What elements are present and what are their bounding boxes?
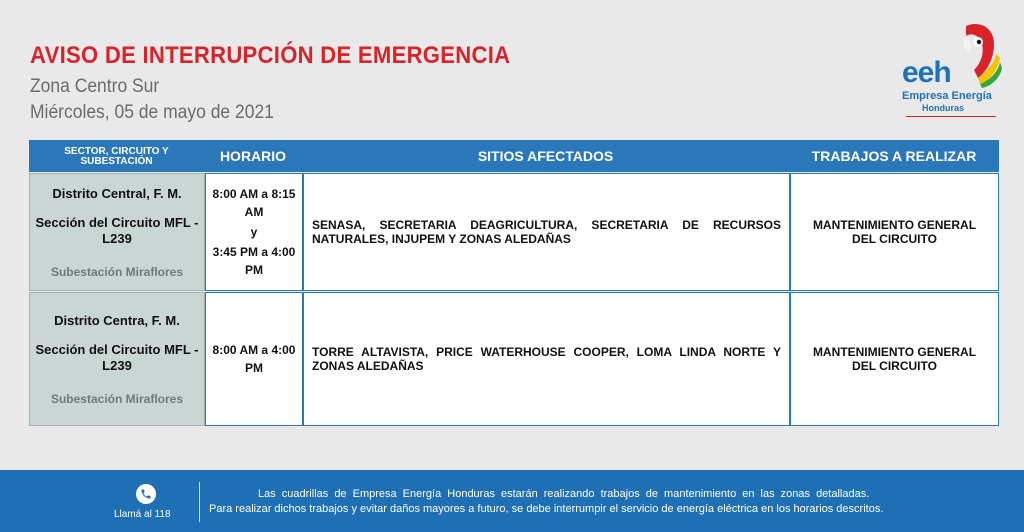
schedule-cell bbox=[205, 292, 303, 426]
logo-country-line: Honduras bbox=[922, 103, 965, 113]
outage-table bbox=[29, 140, 999, 426]
eeh-logo bbox=[896, 20, 1006, 112]
table-header bbox=[29, 140, 999, 172]
date-label: Miércoles, 05 de mayo de 2021 bbox=[30, 102, 274, 123]
schedule-range: 8:00 AM a 8:15 AM bbox=[212, 187, 296, 219]
schedule-range: 3:45 PM a 4:00 PM bbox=[212, 245, 296, 277]
header-work: TRABAJOS A REALIZAR bbox=[811, 148, 977, 164]
work-cell bbox=[790, 173, 999, 291]
sites-text: SENASA, SECRETARIA DEAGRICULTURA, SECRETARIA DE RECURSOS NATURALES, INJUPEM Y ZONAS ALEDAÑAS bbox=[312, 218, 781, 246]
schedule-range: 8:00 AM a 4:00 PM bbox=[212, 343, 296, 375]
table-row bbox=[29, 292, 999, 426]
sector-cell bbox=[29, 173, 205, 291]
sites-cell bbox=[303, 173, 790, 291]
work-text: MANTENIMIENTO GENERAL DEL CIRCUITO bbox=[812, 218, 977, 246]
substation-name: Subestación Miraflores bbox=[50, 264, 184, 279]
logo-underline bbox=[906, 116, 996, 117]
circuit-name: Sección del Circuito MFL - L239 bbox=[35, 214, 199, 246]
footer-banner bbox=[0, 470, 1024, 532]
schedule-cell bbox=[205, 173, 303, 291]
header-sites: SITIOS AFECTADOS bbox=[477, 148, 614, 164]
footer-line-1: Las cuadrillas de Empresa Energía Honduras estarán realizando trabajos de mantenimiento en las zonas detalladas. bbox=[258, 488, 870, 500]
work-cell bbox=[790, 292, 999, 426]
footer-divider bbox=[199, 482, 200, 522]
circuit-name: Sección del Circuito MFL - L239 bbox=[35, 341, 199, 373]
notice-header bbox=[30, 42, 552, 124]
phone-icon bbox=[136, 484, 156, 504]
logo-company-line: Empresa Energía bbox=[902, 90, 992, 102]
sector-name: Distrito Centra, F. M. bbox=[54, 312, 180, 328]
zone-label: Zona Centro Sur bbox=[30, 76, 160, 97]
work-text: MANTENIMIENTO GENERAL DEL CIRCUITO bbox=[812, 345, 977, 373]
notice-title: AVISO DE INTERRUPCIÓN DE EMERGENCIA bbox=[30, 42, 511, 69]
logo-wordmark: eeh bbox=[902, 56, 951, 89]
footer-line-2: Para realizar dichos trabajos y evitar daños mayores a futuro, se debe interrumpir el servicio de energía eléctrica en los horarios descritos. bbox=[209, 503, 884, 515]
sector-cell bbox=[29, 292, 205, 426]
table-row bbox=[29, 173, 999, 291]
header-schedule: HORARIO bbox=[219, 148, 287, 164]
schedule-separator: y bbox=[250, 225, 258, 239]
substation-name: Subestación Miraflores bbox=[50, 391, 184, 406]
sites-text: TORRE ALTAVISTA, PRICE WATERHOUSE COOPER, LOMA LINDA NORTE Y ZONAS ALEDAÑAS bbox=[312, 345, 781, 373]
call-label: Llamá al 118 bbox=[114, 509, 171, 520]
header-sector: SECTOR, CIRCUITO Y SUBESTACIÓN bbox=[64, 146, 169, 167]
sector-name: Distrito Central, F. M. bbox=[52, 185, 182, 201]
sites-cell bbox=[303, 292, 790, 426]
